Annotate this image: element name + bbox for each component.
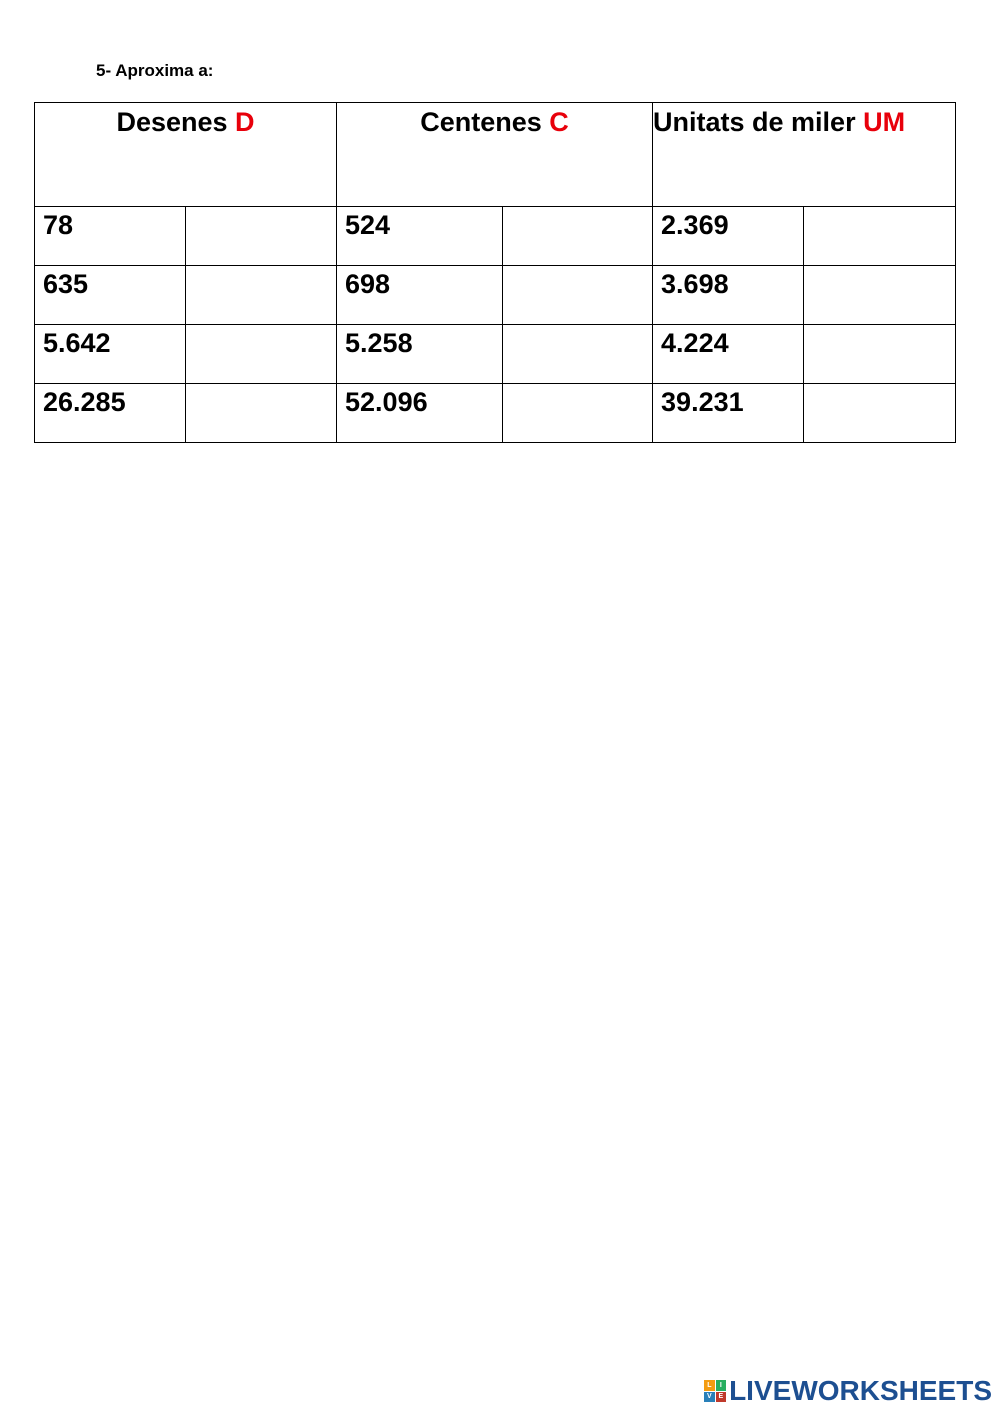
header-unitats-de-miler: Unitats de miler UM bbox=[653, 103, 956, 207]
answer-field[interactable] bbox=[186, 325, 337, 384]
liveworksheets-logo-text: LIVEWORKSHEETS bbox=[729, 1375, 992, 1406]
number-cell: 26.285 bbox=[35, 384, 186, 443]
answer-field[interactable] bbox=[804, 207, 956, 266]
number-cell: 78 bbox=[35, 207, 186, 266]
table-row bbox=[35, 207, 956, 266]
instruction-text: 5- Aproxima a: bbox=[96, 61, 214, 80]
header-letter-um: UM bbox=[863, 107, 906, 137]
answer-field[interactable] bbox=[186, 266, 337, 325]
answer-field[interactable] bbox=[503, 384, 653, 443]
number-cell: 698 bbox=[337, 266, 503, 325]
rounding-table bbox=[34, 102, 956, 443]
number-cell: 5.258 bbox=[337, 325, 503, 384]
number-cell: 39.231 bbox=[653, 384, 804, 443]
answer-field[interactable] bbox=[186, 207, 337, 266]
liveworksheets-logo-icon: L I V E bbox=[704, 1380, 726, 1402]
answer-field[interactable] bbox=[503, 207, 653, 266]
answer-field[interactable] bbox=[503, 325, 653, 384]
answer-field[interactable] bbox=[186, 384, 337, 443]
liveworksheets-logo bbox=[704, 1375, 992, 1407]
header-centenes: Centenes C bbox=[337, 103, 653, 207]
number-cell: 4.224 bbox=[653, 325, 804, 384]
answer-field[interactable] bbox=[804, 325, 956, 384]
answer-field[interactable] bbox=[503, 266, 653, 325]
header-desenes: Desenes D bbox=[35, 103, 337, 207]
number-cell: 5.642 bbox=[35, 325, 186, 384]
table-row bbox=[35, 325, 956, 384]
number-cell: 2.369 bbox=[653, 207, 804, 266]
header-letter-d: D bbox=[235, 107, 255, 137]
number-cell: 635 bbox=[35, 266, 186, 325]
number-cell: 52.096 bbox=[337, 384, 503, 443]
table-row bbox=[35, 266, 956, 325]
header-row bbox=[35, 103, 956, 207]
answer-field[interactable] bbox=[804, 384, 956, 443]
table-row bbox=[35, 384, 956, 443]
number-cell: 3.698 bbox=[653, 266, 804, 325]
answer-field[interactable] bbox=[804, 266, 956, 325]
number-cell: 524 bbox=[337, 207, 503, 266]
header-letter-c: C bbox=[549, 107, 569, 137]
